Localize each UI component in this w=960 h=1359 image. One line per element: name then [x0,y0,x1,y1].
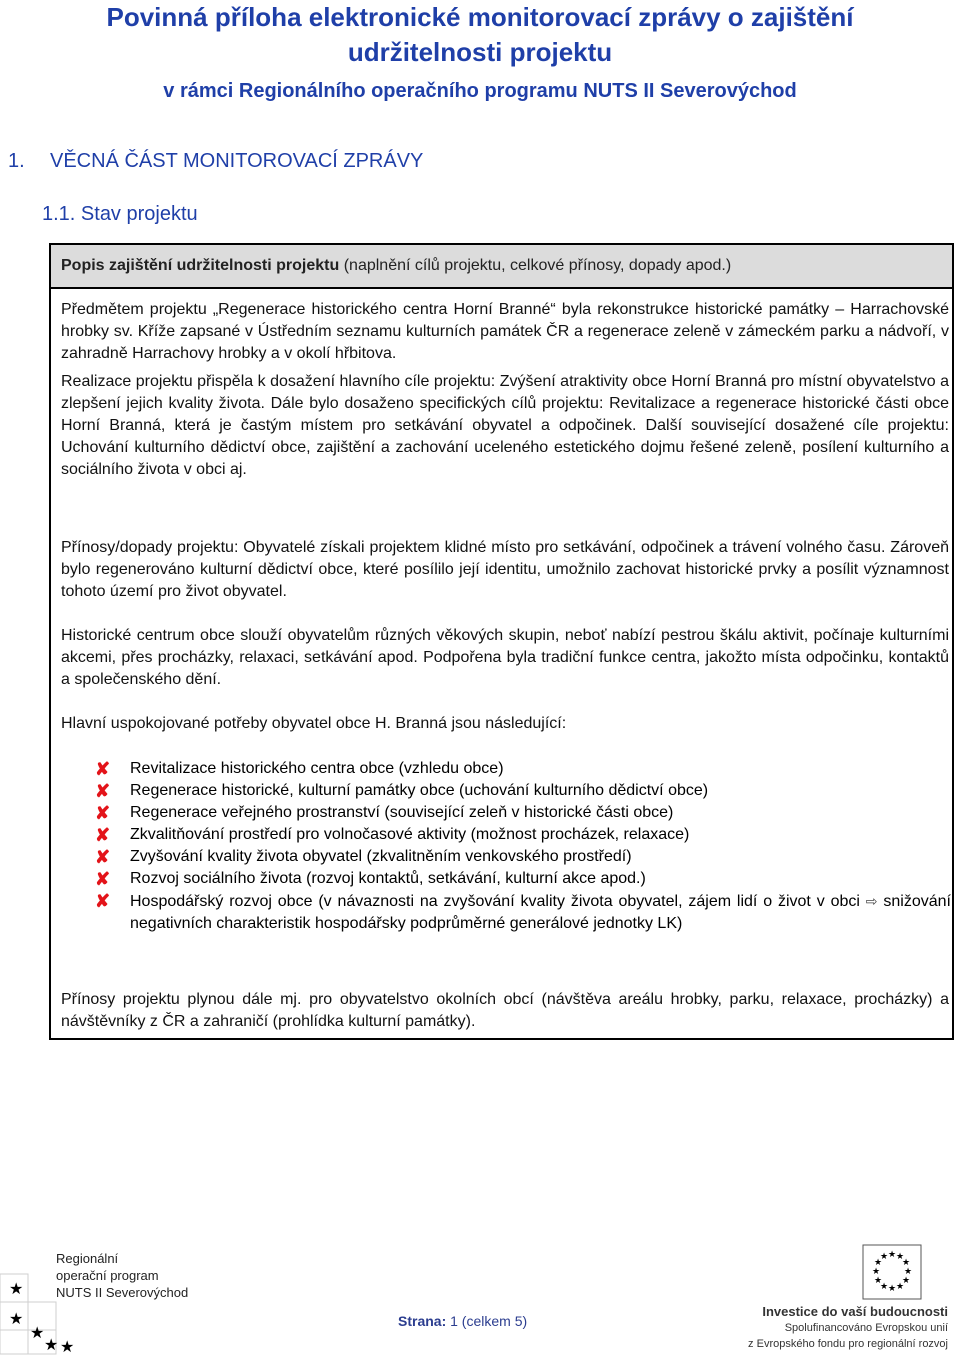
list-item: ✘ Rozvoj sociálního života (rozvoj kontaktů, setkávání, kulturní akce apod.) [95,869,646,889]
title-line-2: udržitelnosti projektu [347,37,613,67]
svg-text:★: ★ [44,1335,59,1354]
list-item: ✘ Regenerace veřejného prostranství (související zeleň v historické části obce) [95,803,674,823]
svg-text:★: ★ [887,1250,897,1260]
section-title: VĚCNÁ ČÁST MONITOROVACÍ ZPRÁVY [50,150,424,172]
eu-flag-icon [862,1244,922,1300]
paragraph-benefits: Přínosy/dopady projektu: Obyvatelé získali projektem klidné místo pro setkávání, odpočinek a trávení volného času. Zároveň bylo regenerováno kulturní dědictví obce, které posílilo její identitu, umožnilo zachovat historické prvky a posílit významnost tohoto území pro život obyvatel. [61,539,949,600]
paragraph-other-benefits: Přínosy projektu plynou dále mj. pro obyvatelstvo okolních obcí (návštěva areálu hrobky, parku, relaxace, procházky) a návštěvníky z ČR a zahraničí (prohlídka kulturní památky). [61,991,949,1030]
svg-text:★: ★ [895,1252,905,1262]
svg-text:★: ★ [901,1276,911,1286]
list-item: ✘ Zvyšování kvality života obyvatel (zkvalitněním venkovského prostředí) [95,847,632,867]
svg-text:★: ★ [895,1282,905,1292]
svg-text:★: ★ [871,1267,881,1277]
svg-text:★: ★ [9,1309,24,1328]
document-subtitle: v rámci Regionálního operačního programu NUTS II Severovýchod [163,80,797,102]
box-header-rest: (naplnění cílů projektu, celkové přínosy, dopady apod.) [339,257,732,274]
needs-list [95,758,951,935]
cross-bullet-icon: ✘ [95,781,111,801]
cross-bullet-icon: ✘ [95,847,111,867]
rop-logo-text: Regionální operační program NUTS II Severovýchod [56,1251,189,1300]
page-number: Strana: 1 (celkem 5) [398,1313,528,1329]
svg-text:★: ★ [879,1252,889,1262]
svg-text:★: ★ [879,1282,889,1292]
rop-logo [0,1244,75,1359]
box-header-bold: Popis zajištění udržitelnosti projektu [61,257,340,274]
paragraph-goals: Realizace projektu přispěla k dosažení hlavního cíle projektu: Zvýšení atraktivity obce Horní Branná pro místní obyvatelstvo a zlepšení jejich kvality života. Dále bylo dosaženo specifických cílů projektu: Revitalizace a regenerace historické části obce Horní Branná, která je častým místem pro setkávání obyvatel a odpočinek. Další související dosažené cíle projektu: Uchování kulturního dědictví obce, zajištění a zachování uceleného estetického dojmu řešené zeleně, posílení kulturního a sociálního života v obci aj. [61,373,949,478]
svg-text:★: ★ [887,1284,897,1294]
eu-funding-text: Investice do vaší budoucnosti Spolufinancováno Evropskou unií z Evropského fondu pro regionální rozvoj [748,1304,948,1350]
list-item: ✘ Regenerace historické, kulturní památky obce (uchování kulturního dědictví obce) [95,781,709,801]
svg-text:★: ★ [60,1337,75,1356]
svg-text:★: ★ [901,1258,911,1268]
arrow-right-icon: ⇨ [865,893,878,909]
cross-bullet-icon: ✘ [95,891,111,911]
list-item: ✘ Hospodářský rozvoj obce (v návaznosti na zvyšování kvality života obyvatel, zájem lidí o život v obci ⇨ snižování negativních charakteristik hospodářsky podprůměrné generálové jednotky LK) [95,891,951,932]
svg-text:★: ★ [9,1279,24,1298]
cross-bullet-icon: ✘ [95,803,111,823]
title-line-1: Povinná příloha elektronické monitorovací zprávy o zajištění [106,2,854,32]
cross-bullet-icon: ✘ [95,825,111,845]
cross-bullet-icon: ✘ [95,869,111,889]
section-number: 1. [8,150,25,172]
svg-text:★: ★ [903,1267,913,1277]
subsection-heading: 1.1. Stav projektu [42,203,198,225]
svg-text:★: ★ [873,1276,883,1286]
box-header [51,245,952,289]
list-item: ✘ Zkvalitňování prostředí pro volnočasové aktivity (možnost procházek, relaxace) [95,825,690,845]
sustainability-description-box [49,243,954,1040]
paragraph-subject: Předmětem projektu „Regenerace historického centra Horní Branné“ byla rekonstrukce historické památky – Harrachovské hrobky sv. Kříže zapsané v Ústředním seznamu kulturních památek ČR a regenerace zeleně v zámeckém parku a nádvoří, v zahradně Harrachovy hrobky a v okolí hřbitova. [61,301,949,362]
paragraph-needs-intro: Hlavní uspokojované potřeby obyvatel obce H. Branná jsou následující: [61,715,567,732]
svg-text:★: ★ [30,1323,45,1342]
cross-bullet-icon: ✘ [95,759,111,779]
rop-stars-icon [0,1244,75,1356]
list-item: ✘ Revitalizace historického centra obce (vzhledu obce) [95,759,504,779]
section-heading [8,150,423,173]
paragraph-centre: Historické centrum obce slouží obyvatelům různých věkových skupin, neboť nabízí pestrou škálu aktivit, počínaje kulturními akcemi, přes procházky, relaxaci, setkávání apod. Podpořena byla tradiční funkce centra, jakožto místa odpočinku, kontaktů a společenského dění. [61,627,949,688]
svg-text:★: ★ [873,1258,883,1268]
